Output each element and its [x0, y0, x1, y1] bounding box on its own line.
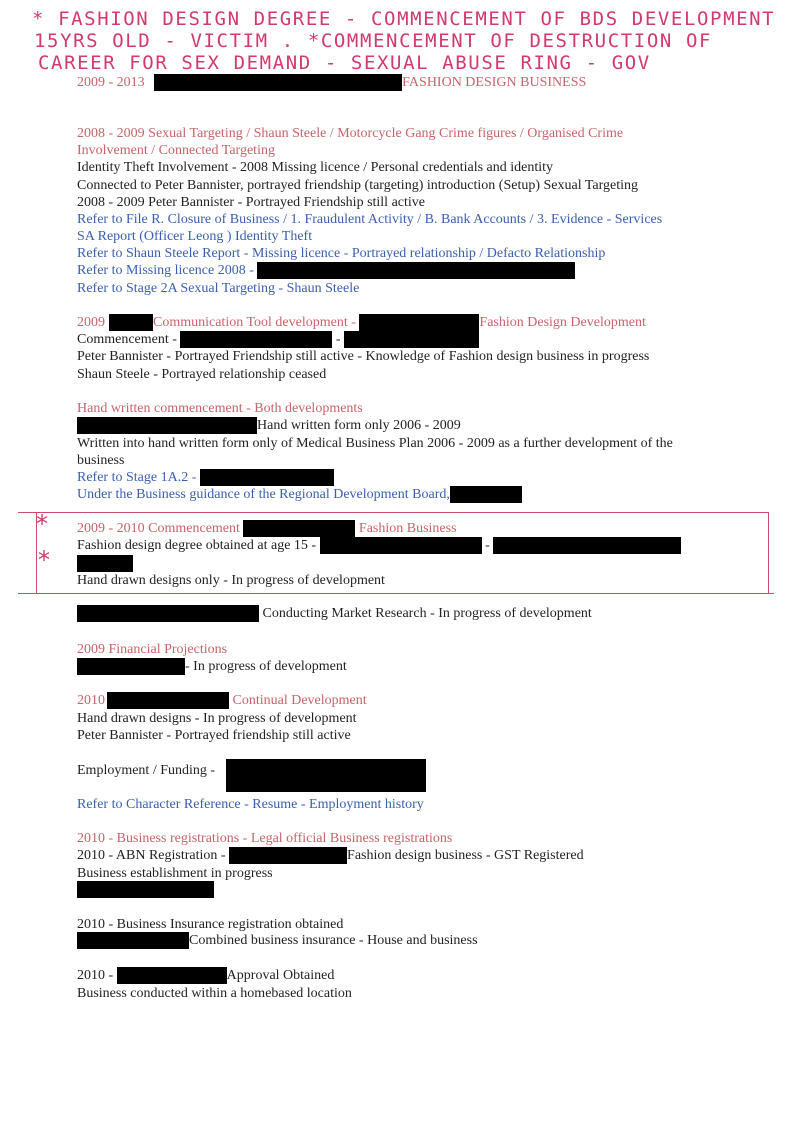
redaction-bar — [107, 692, 229, 709]
redaction-bar — [257, 262, 575, 279]
text: - In progress of development — [185, 659, 347, 674]
text: Approval Obtained — [226, 968, 335, 983]
annotation-box-right — [768, 512, 769, 594]
section-text: Fashion Design Development — [479, 315, 646, 330]
handwritten-star-mark: * — [36, 510, 48, 538]
text: - — [335, 332, 341, 347]
market-research-line — [77, 605, 592, 622]
text: 2010 - ABN Registration - — [77, 848, 226, 863]
section-text: Communication Tool development - — [153, 315, 356, 330]
redaction-bar — [77, 932, 189, 949]
redaction-bar — [77, 658, 185, 675]
section-2009-2013 — [77, 74, 586, 91]
reference-line-missing-licence — [77, 262, 575, 279]
text-line: 2010 - Business Insurance registration obtained — [77, 917, 344, 932]
section-text: 2009 - 2010 Commencement — [77, 521, 240, 536]
text: Commencement - — [77, 332, 177, 347]
handwritten-note-line-1: * FASHION DESIGN DEGREE - COMMENCEMENT OF BDS DEVELOPMENT — [32, 8, 776, 30]
text-line: Hand drawn designs only - In progress of development — [77, 573, 385, 588]
text: Hand written form only 2006 - 2009 — [257, 418, 461, 433]
hand-written-line — [77, 417, 461, 434]
text: 2010 - — [77, 968, 114, 983]
reference-line: Refer to Character Reference - Resume - Employment history — [77, 797, 424, 812]
section-text: Fashion Business — [358, 521, 457, 536]
text: Fashion design business - GST Registered — [347, 848, 584, 863]
text-line: Business conducted within a homebased location — [77, 986, 352, 1001]
text-line: Business establishment in progress — [77, 866, 273, 881]
section-heading-2008: 2008 - 2009 Sexual Targeting / Shaun Steele / Motorcycle Gang Crime figures / Organised Crime — [77, 126, 624, 141]
section-2009-communication — [77, 314, 646, 331]
redaction-bar — [77, 605, 259, 622]
text-line: Peter Bannister - Portrayed Friendship still active - Knowledge of Fashion design business in progress — [77, 349, 650, 364]
year-label: 2009 - 2013 — [77, 75, 145, 90]
year-label: 2010 — [77, 693, 105, 708]
degree-line — [77, 537, 681, 554]
handwritten-note-line-2: 15YRS OLD - VICTIM . *COMMENCEMENT OF DESTRUCTION OF — [34, 30, 713, 52]
section-text: Continual Development — [232, 693, 367, 708]
redaction-bar — [493, 537, 681, 554]
redaction-bar — [77, 555, 133, 572]
text-line: Peter Bannister - Portrayed friendship still active — [77, 728, 351, 743]
year-label: 2009 — [77, 315, 105, 330]
handwritten-note-line-3: CAREER FOR SEX DEMAND - SEXUAL ABUSE RING - GOV — [38, 52, 651, 74]
section-heading-2008-cont: Involvement / Connected Targeting — [77, 143, 275, 158]
text: Employment / Funding - — [77, 763, 216, 778]
redaction-bar — [180, 331, 332, 348]
insurance-line — [77, 932, 478, 949]
text: - — [485, 538, 490, 553]
redaction-bar — [200, 469, 334, 486]
redaction-bar — [77, 417, 257, 434]
abn-line — [77, 847, 584, 864]
handwritten-star-mark: * — [38, 546, 50, 574]
text-line: Hand drawn designs - In progress of development — [77, 711, 357, 726]
section-2010-continual — [77, 692, 367, 709]
redaction-bar — [243, 520, 355, 537]
text: Combined business insurance - House and business — [189, 933, 478, 948]
approval-line — [77, 967, 334, 984]
redaction-bar — [229, 847, 347, 864]
reference-line: SA Report (Officer Leong ) Identity Theft — [77, 229, 313, 244]
text-line: Connected to Peter Bannister, portrayed friendship (targeting) introduction (Setup) Sexual Targeting — [77, 178, 639, 193]
section-hand-written: Hand written commencement - Both developments — [77, 401, 363, 416]
reference-text: Under the Business guidance of the Regional Development Board, — [77, 487, 450, 502]
reference-regional-board — [77, 486, 522, 503]
reference-line: Refer to File R. Closure of Business / 1. Fraudulent Activity / B. Bank Accounts / 3. Evidence - Services — [77, 212, 663, 227]
reference-text: Refer to Missing licence 2008 - — [77, 263, 254, 278]
commencement-line — [77, 331, 479, 348]
text-line: Identity Theft Involvement - 2008 Missing licence / Personal credentials and identity — [77, 160, 554, 175]
business-title: FASHION DESIGN BUSINESS — [402, 75, 587, 90]
reference-stage-1a2 — [77, 469, 334, 486]
employment-funding-line — [77, 762, 215, 779]
annotation-box-bottom — [18, 593, 774, 594]
redaction-bar — [77, 881, 214, 898]
reference-line: Refer to Shaun Steele Report - Missing licence - Portrayed relationship / Defacto Relationship — [77, 246, 606, 261]
text-line: 2008 - 2009 Peter Bannister - Portrayed Friendship still active — [77, 195, 425, 210]
redaction-bar — [226, 759, 426, 792]
redaction-bar — [154, 74, 402, 91]
text: Fashion design degree obtained at age 15 - — [77, 538, 317, 553]
redaction-bar — [344, 331, 479, 348]
redaction-bar — [117, 967, 227, 984]
text-line: Shaun Steele - Portrayed relationship ceased — [77, 367, 327, 382]
reference-text: Refer to Stage 1A.2 - — [77, 470, 197, 485]
projections-line — [77, 658, 347, 675]
text: Conducting Market Research - In progress of development — [262, 606, 592, 621]
annotation-box-top — [18, 512, 768, 513]
reference-line: Refer to Stage 2A Sexual Targeting - Shaun Steele — [77, 281, 360, 296]
redaction-bar — [320, 537, 482, 554]
text-line: business — [77, 453, 125, 468]
redaction-bar — [359, 314, 479, 331]
section-business-registrations: 2010 - Business registrations - Legal official Business registrations — [77, 831, 453, 846]
section-2009-2010 — [77, 520, 457, 537]
section-financial-projections: 2009 Financial Projections — [77, 642, 228, 657]
redaction-bar — [450, 486, 522, 503]
redaction-bar — [109, 314, 153, 331]
text-line: Written into hand written form only of Medical Business Plan 2006 - 2009 as a further development of the — [77, 436, 673, 451]
